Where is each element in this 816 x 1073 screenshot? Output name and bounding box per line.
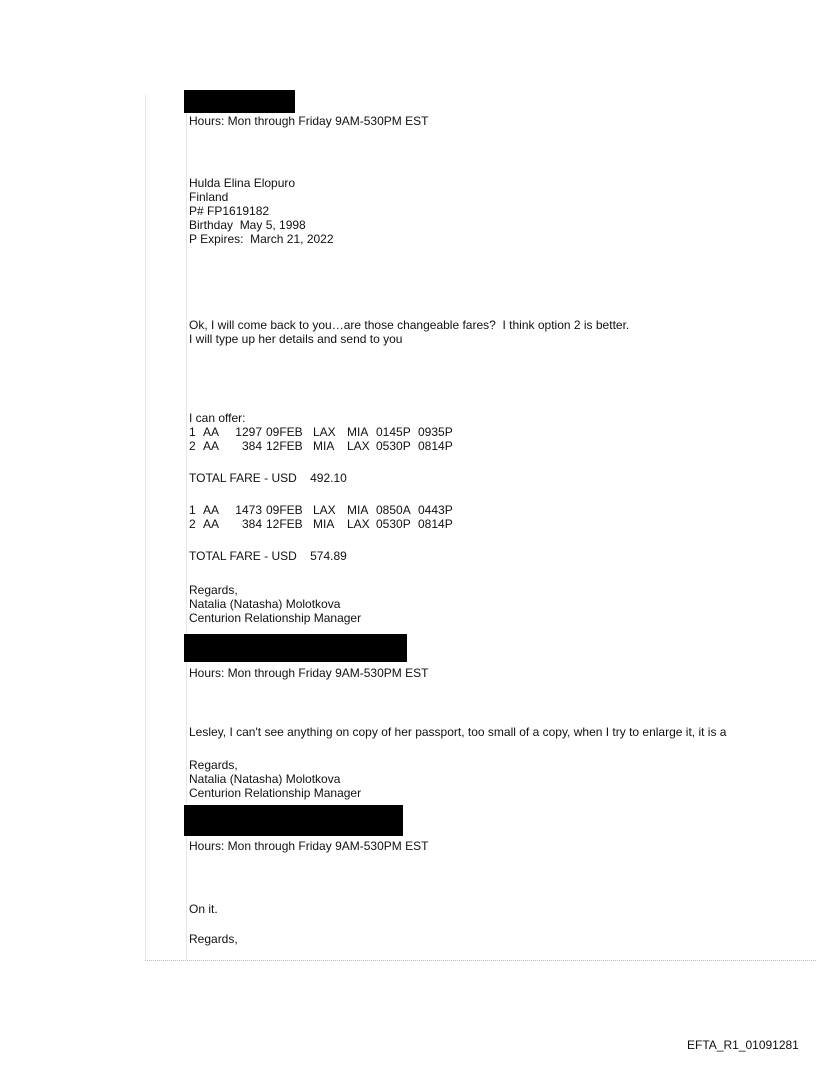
redaction-block xyxy=(184,805,403,836)
signature-regards: Regards, xyxy=(189,583,238,597)
signature-name: Natalia (Natasha) Molotkova xyxy=(189,597,341,611)
total-fare: TOTAL FARE - USD 574.89 xyxy=(189,549,347,563)
message-line: I will type up her details and send to you xyxy=(189,332,403,346)
passenger-passport: P# FP1619182 xyxy=(189,204,270,218)
redaction-block xyxy=(184,90,295,113)
signature-regards: Regards, xyxy=(189,758,238,772)
destination: MIA xyxy=(347,425,369,439)
passenger-country: Finland xyxy=(189,190,229,204)
airline-code: AA xyxy=(203,425,220,439)
arrival-time: 0814P xyxy=(418,439,453,453)
destination: LAX xyxy=(347,517,370,531)
origin: MIA xyxy=(313,517,335,531)
signature-regards: Regards, xyxy=(189,932,238,946)
airline-code: AA xyxy=(203,517,220,531)
total-fare: TOTAL FARE - USD 492.10 xyxy=(189,471,347,485)
airline-code: AA xyxy=(203,503,220,517)
flight-date: 12FEB xyxy=(266,439,303,453)
redaction-block xyxy=(184,634,407,662)
departure-time: 0145P xyxy=(376,425,411,439)
arrival-time: 0814P xyxy=(418,517,453,531)
hours-line: Hours: Mon through Friday 9AM-530PM EST xyxy=(189,114,429,128)
arrival-time: 0935P xyxy=(418,425,453,439)
segment-num: 1 xyxy=(189,425,196,439)
origin: LAX xyxy=(313,503,336,517)
flight-date: 09FEB xyxy=(266,425,303,439)
flight-date: 09FEB xyxy=(266,503,303,517)
document-id: EFTA_R1_01091281 xyxy=(687,1038,799,1052)
departure-time: 0850A xyxy=(376,503,411,517)
passenger-expires: P Expires: March 21, 2022 xyxy=(189,232,334,246)
message-line: Lesley, I can't see anything on copy of her passport, too small of a copy, when I try to enlarge it, it is a xyxy=(189,725,727,739)
bottom-divider xyxy=(145,960,816,961)
destination: MIA xyxy=(347,503,369,517)
destination: LAX xyxy=(347,439,370,453)
departure-time: 0530P xyxy=(376,439,411,453)
signature-title: Centurion Relationship Manager xyxy=(189,611,362,625)
offer-intro: I can offer: xyxy=(189,411,246,425)
segment-num: 2 xyxy=(189,439,196,453)
airline-code: AA xyxy=(203,439,220,453)
passenger-name: Hulda Elina Elopuro xyxy=(189,176,296,190)
signature-title: Centurion Relationship Manager xyxy=(189,786,362,800)
left-margin-line xyxy=(145,95,146,960)
hours-line: Hours: Mon through Friday 9AM-530PM EST xyxy=(189,839,429,853)
segment-num: 1 xyxy=(189,503,196,517)
message-line: Ok, I will come back to you…are those changeable fares? I think option 2 is better. xyxy=(189,318,630,332)
hours-line: Hours: Mon through Friday 9AM-530PM EST xyxy=(189,666,429,680)
flight-number: 1297 xyxy=(235,425,262,439)
origin: MIA xyxy=(313,439,335,453)
flight-number: 1473 xyxy=(235,503,262,517)
message-line: On it. xyxy=(189,902,218,916)
origin: LAX xyxy=(313,425,336,439)
segment-num: 2 xyxy=(189,517,196,531)
flight-date: 12FEB xyxy=(266,517,303,531)
flight-number: 384 xyxy=(241,517,262,531)
signature-name: Natalia (Natasha) Molotkova xyxy=(189,772,341,786)
arrival-time: 0443P xyxy=(418,503,453,517)
passenger-birthday: Birthday May 5, 1998 xyxy=(189,218,306,232)
departure-time: 0530P xyxy=(376,517,411,531)
flight-number: 384 xyxy=(241,439,262,453)
